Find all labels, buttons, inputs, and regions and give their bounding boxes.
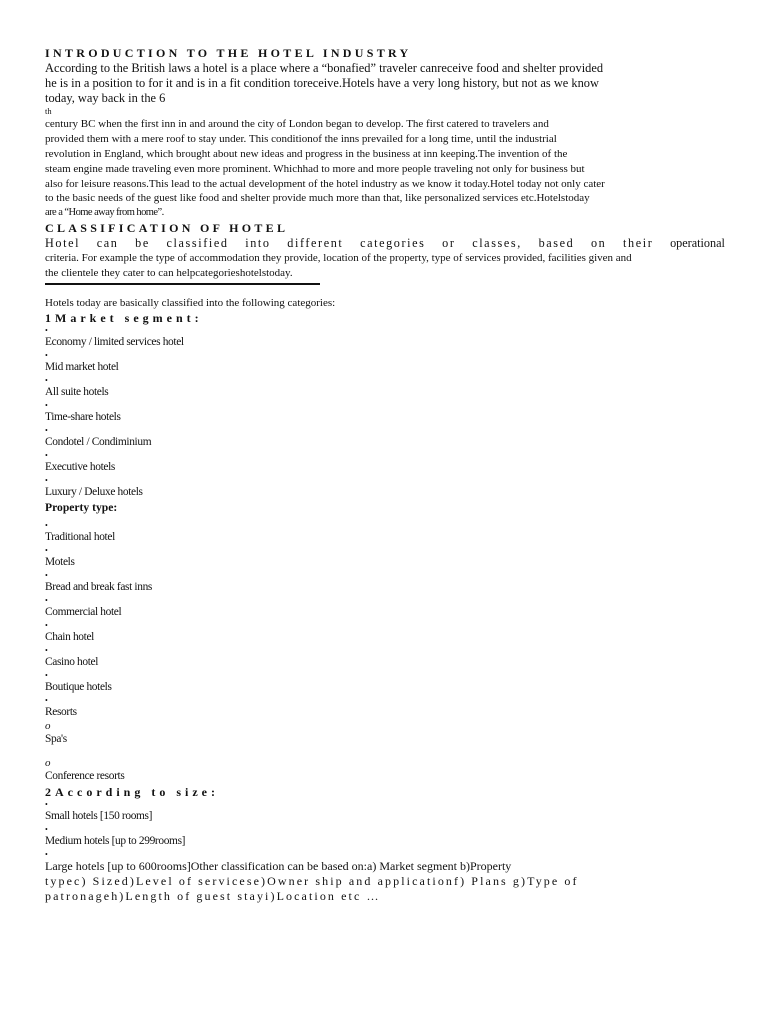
other-line-3: patronageh)Length of guest stayi)Location etc … (45, 889, 381, 904)
bullet-marker: • (45, 596, 48, 606)
list-item: Condotel / Condiminium (45, 436, 152, 449)
page-title: INTRODUCTION TO THE HOTEL INDUSTRY (45, 46, 412, 60)
list-item: Executive hotels (45, 461, 115, 474)
bullet-marker: • (45, 546, 48, 556)
bullet-marker: • (45, 521, 48, 531)
bullet-marker: • (45, 426, 48, 436)
list-item: Commercial hotel (45, 606, 122, 619)
list-item: Small hotels [150 rooms] (45, 810, 153, 823)
intro-line-1: According to the British laws a hotel is a place where a “bonafied” traveler canreceive food and shelter provided (45, 61, 604, 75)
bullet-marker: • (45, 476, 48, 486)
classification-word: classes, (472, 235, 522, 250)
categories-intro: Hotels today are basically classified into the following categories: (45, 297, 336, 310)
classification-word: into (245, 235, 271, 250)
list-item: Chain hotel (45, 631, 94, 644)
market-segment-heading: 1Market segment: (45, 311, 203, 326)
bullet-marker: • (45, 376, 48, 386)
intro-line-2: he is in a position to for it and is in a fit condition toreceive.Hotels have a very long history, but not as we know (45, 75, 599, 90)
sub-bullet-marker: o (45, 720, 51, 733)
list-item: Mid market hotel (45, 361, 119, 374)
classification-word: based (538, 235, 575, 250)
list-item: All suite hotels (45, 386, 109, 399)
classification-line-2: criteria. For example the type of accommodation they provide, location of the property, type of services provided, facilities given and (45, 251, 632, 264)
list-item: Motels (45, 556, 75, 569)
intro-cont-line-1: century BC when the first inn in and around the city of London began to develop. The first catered to travelers and (45, 118, 549, 131)
bullet-marker: • (45, 825, 48, 835)
superscript-th: th (45, 106, 52, 117)
list-item: Casino hotel (45, 656, 99, 669)
classification-word: or (442, 235, 456, 250)
bullet-marker: • (45, 351, 48, 361)
classification-heading: CLASSIFICATION OF HOTEL (45, 220, 289, 235)
intro-cont-line-4: steam engine made traveling even more prominent. Whichhad to more and more people traveling not only for business but (45, 162, 585, 175)
other-line-2: typec) Sized)Level of servicese)Owner ship and applicationf) Plans g)Type of (45, 874, 579, 889)
bullet-marker: • (45, 621, 48, 631)
classification-line-1 (45, 236, 725, 251)
bullet-marker: • (45, 671, 48, 681)
list-item: Bread and break fast inns (45, 581, 153, 594)
sub-bullet-marker: o (45, 757, 51, 770)
list-item: Boutique hotels (45, 681, 112, 694)
classification-word: different (287, 235, 344, 250)
intro-cont-line-5: also for leisure reasons.This lead to the actual development of the hotel industry as we know it today.Hotel today not only cater (45, 177, 605, 190)
sub-list-item: Conference resorts (45, 770, 125, 783)
list-item: Time-share hotels (45, 411, 121, 424)
intro-cont-line-2: provided them with a mere roof to stay under. This conditionof the inns prevailed for a long time, until the industrial (45, 133, 557, 146)
list-item: Economy / limited services hotel (45, 336, 184, 349)
bullet-marker: • (45, 800, 48, 810)
classification-word: classified (166, 235, 229, 250)
bullet-marker: • (45, 451, 48, 461)
classification-word: Hotel (45, 235, 81, 250)
classification-word: be (135, 235, 150, 250)
document-page (45, 46, 725, 904)
intro-last-line: are a “Home away from home”. (45, 207, 164, 219)
classification-line-3: the clientele they cater to can helpcategorieshotelstoday. (45, 266, 293, 279)
bullet-marker: • (45, 646, 48, 656)
property-type-list (45, 521, 725, 721)
bullet-marker: • (45, 696, 48, 706)
classification-word: can (96, 235, 119, 250)
bullet-marker: • (45, 326, 48, 336)
bullet-marker: • (45, 571, 48, 581)
list-item: Luxury / Deluxe hotels (45, 486, 143, 499)
intro-cont-line-3: revolution in England, which brought about new ideas and progress in the business at inn keeping.The invention of the (45, 147, 568, 160)
classification-word: on (590, 235, 607, 250)
bullet-marker: • (45, 850, 48, 860)
resort-sub-list (45, 721, 725, 785)
classification-word: operational (670, 235, 725, 250)
other-line-1: Large hotels [up to 600rooms]Other classification can be based on:a) Market segment b)Property (45, 859, 512, 874)
classification-word: their (623, 235, 654, 250)
property-type-heading: Property type: (45, 501, 118, 515)
bullet-marker: • (45, 401, 48, 411)
list-item: Traditional hotel (45, 531, 115, 544)
list-item: Resorts (45, 706, 77, 719)
classification-word: categories (360, 235, 426, 250)
market-segment-list (45, 326, 725, 501)
sub-list-item: Spa's (45, 733, 67, 746)
list-item: Medium hotels [up to 299rooms] (45, 835, 186, 848)
size-list (45, 800, 725, 859)
intro-cont-line-6: to the basic needs of the guest like food and shelter provide much more than that, like personalized services etc.Hotelstoday (45, 192, 590, 205)
intro-line-3: today, way back in the 6 (45, 90, 166, 105)
size-heading: 2According to size: (45, 785, 219, 800)
